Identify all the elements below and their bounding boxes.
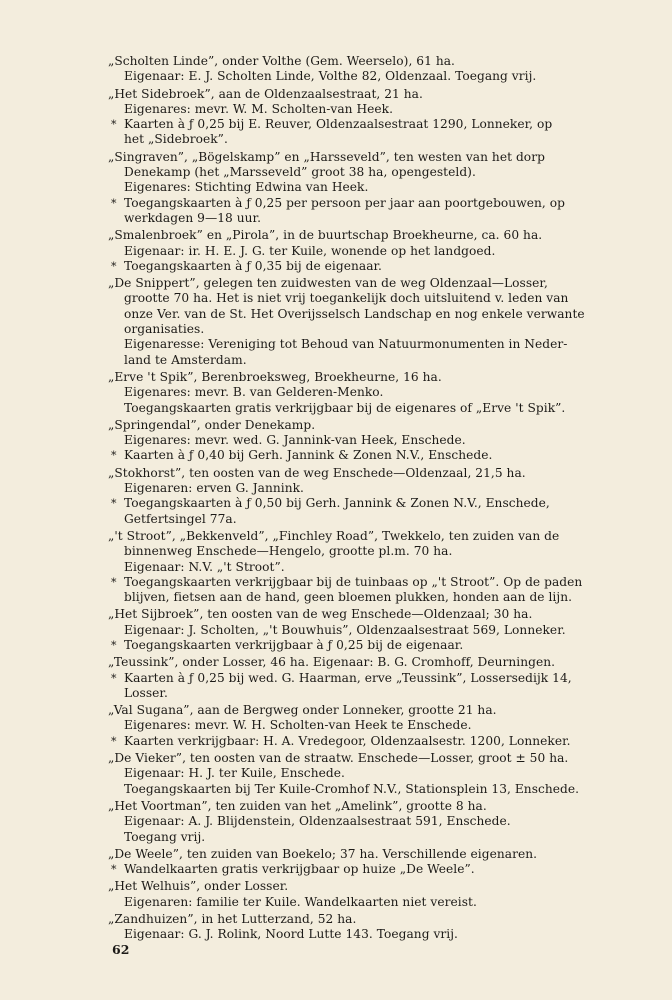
entry-line-text: Kaarten à ƒ 0,25 bij E. Reuver, Oldenzaalsestraat 1290, Lonneker, op	[124, 117, 553, 132]
entry-line-text: Getfertsingel 77a.	[124, 511, 237, 526]
entry-line-text: „De Snippert”, gelegen ten zuidwesten van de weg Oldenzaal—Losser,	[108, 276, 548, 291]
entry-line	[108, 512, 632, 527]
entry-line-text: „Het Sidebroek”, aan de Oldenzaalsestraat, 21 ha.	[108, 86, 423, 101]
entry-line-text: Toegangskaarten bij Ter Kuile-Cromhof N.V., Stationsplein 13, Enschede.	[124, 781, 580, 796]
asterisk-marker-icon: *	[111, 118, 117, 132]
entry-line-text: Toegangskaarten gratis verkrijgbaar bij de eigenares of „Erve 't Spik”.	[124, 400, 566, 415]
entry-line	[108, 307, 632, 322]
entry-line	[108, 607, 632, 622]
entry-line-text: Toegangskaarten à ƒ 0,35 bij de eigenaar.	[124, 258, 382, 273]
estate-entry	[108, 466, 632, 527]
entry-line-text: Eigenaren: familie ter Kuile. Wandelkaarten niet vereist.	[124, 894, 477, 909]
entry-line	[108, 211, 632, 226]
entry-line-text: Eigenaar: H. J. ter Kuile, Enschede.	[124, 766, 345, 781]
entry-line-text: Eigenaar: J. Scholten, „'t Bouwhuis”, Oldenzaalsestraat 569, Lonneker.	[124, 622, 566, 637]
entry-line-text: Eigenaresse: Vereniging tot Behoud van Natuurmonumenten in Neder-	[124, 337, 568, 352]
entry-line-text: Kaarten verkrijgbaar: H. A. Vredegoor, Oldenzaalsestr. 1200, Lonneker.	[124, 733, 571, 748]
entry-line-text: Eigenaar: A. J. Blijdenstein, Oldenzaalsestraat 591, Enschede.	[124, 814, 511, 829]
entry-line-text: binnenweg Enschede—Hengelo, grootte pl.m. 70 ha.	[124, 544, 453, 559]
entry-line-text: blijven, fietsen aan de hand, geen bloemen plukken, honden aan de lijn.	[124, 590, 573, 605]
entry-line-text: Wandelkaarten gratis verkrijgbaar op huize „De Weele”.	[124, 862, 475, 877]
entry-line-text: grootte 70 ha. Het is niet vrij toegankelijk doch uitsluitend v. leden van	[124, 291, 569, 306]
entry-line-text: „Singraven”, „Bögelskamp” en „Harsseveld”, ten westen van het dorp	[108, 149, 545, 164]
entry-line	[108, 132, 632, 147]
entry-line-text: land te Amsterdam.	[124, 352, 247, 367]
entry-line	[108, 927, 632, 942]
asterisk-marker-icon: *	[111, 671, 117, 685]
entry-line	[108, 180, 632, 195]
entry-line	[108, 54, 632, 69]
estate-entry	[108, 228, 632, 274]
entry-line	[108, 560, 632, 575]
entry-line	[108, 799, 632, 814]
entry-line	[108, 766, 632, 781]
entry-line	[108, 895, 632, 910]
asterisk-marker-icon: *	[111, 259, 117, 273]
entry-line-text: „Het Welhuis”, onder Losser.	[108, 879, 289, 894]
entry-line	[108, 117, 632, 132]
entry-line	[108, 196, 632, 211]
entry-line-text: Eigenaar: ir. H. E. J. G. ter Kuile, wonende op het landgoed.	[124, 243, 496, 258]
asterisk-marker-icon: *	[111, 196, 117, 210]
estate-entry	[108, 370, 632, 416]
entry-line	[108, 448, 632, 463]
entry-line-text: Toegangskaarten à ƒ 0,50 bij Gerh. Jannink & Zonen N.V., Enschede,	[124, 496, 550, 511]
entry-line	[108, 481, 632, 496]
asterisk-marker-icon: *	[111, 734, 117, 748]
entry-line	[108, 102, 632, 117]
asterisk-marker-icon: *	[111, 575, 117, 589]
estate-entry	[108, 529, 632, 605]
entry-line	[108, 734, 632, 749]
entry-line	[108, 590, 632, 605]
entry-line	[108, 69, 632, 84]
estate-entry	[108, 703, 632, 749]
entry-line-text: Eigenares: mevr. wed. G. Jannink-van Heek, Enschede.	[124, 433, 466, 448]
entry-line	[108, 150, 632, 165]
estate-entry	[108, 276, 632, 368]
entry-line-text: Eigenares: mevr. W. M. Scholten-van Heek.	[124, 101, 394, 116]
entry-line-text: „'t Stroot”, „Bekkenveld”, „Finchley Road”, Twekkelo, ten zuiden van de	[108, 528, 560, 543]
entry-line-text: „Het Voortman”, ten zuiden van het „Amelink”, grootte 8 ha.	[108, 798, 487, 813]
entry-line	[108, 718, 632, 733]
entry-line-text: „Teussink”, onder Losser, 46 ha. Eigenaar: B. G. Cromhoff, Deurningen.	[108, 655, 556, 670]
asterisk-marker-icon: *	[111, 638, 117, 652]
entry-line-text: Toegang vrij.	[124, 829, 206, 844]
entry-line	[108, 544, 632, 559]
entry-line-text: Eigenaar: E. J. Scholten Linde, Volthe 82, Oldenzaal. Toegang vrij.	[124, 69, 537, 84]
entry-line-text: Losser.	[124, 685, 168, 700]
entry-line-text: Denekamp (het „Marsseveld” groot 38 ha, opengesteld).	[124, 165, 476, 180]
entry-line	[108, 337, 632, 352]
estate-entry	[108, 607, 632, 653]
entry-line	[108, 814, 632, 829]
entry-line-text: Eigenaren: erven G. Jannink.	[124, 481, 304, 496]
estate-entry	[108, 879, 632, 910]
entry-line	[108, 244, 632, 259]
estate-entry	[108, 751, 632, 797]
asterisk-marker-icon: *	[111, 497, 117, 511]
estate-entry	[108, 912, 632, 943]
entry-line-text: Kaarten à ƒ 0,25 bij wed. G. Haarman, erve „Teussink”, Lossersedijk 14,	[124, 670, 572, 685]
entry-line-text: „Springendal”, onder Denekamp.	[108, 417, 316, 432]
entry-line	[108, 703, 632, 718]
entry-line-text: Toegangskaarten à ƒ 0,25 per persoon per jaar aan poortgebouwen, op	[124, 195, 565, 210]
entry-line	[108, 259, 632, 274]
entry-line	[108, 165, 632, 180]
entry-line-text: „Stokhorst”, ten oosten van de weg Enschede—Oldenzaal, 21,5 ha.	[108, 465, 526, 480]
asterisk-marker-icon: *	[111, 863, 117, 877]
entry-line	[108, 401, 632, 416]
entry-line-text: Toegangskaarten verkrijgbaar bij de tuinbaas op „'t Stroot”. Op de paden	[124, 574, 583, 589]
entry-line-text: „Scholten Linde”, onder Volthe (Gem. Weerselo), 61 ha.	[108, 54, 455, 68]
entry-line-text: Kaarten à ƒ 0,40 bij Gerh. Jannink & Zonen N.V., Enschede.	[124, 448, 493, 463]
estate-entry	[108, 847, 632, 878]
entry-line-text: „De Vieker”, ten oosten van de straatw. Enschede—Losser, groot ± 50 ha.	[108, 751, 569, 766]
entry-line	[108, 879, 632, 894]
entry-line-text: onze Ver. van de St. Het Overijsselsch Landschap en nog enkele verwante	[124, 306, 585, 321]
entry-line	[108, 575, 632, 590]
entry-line-text: „De Weele”, ten zuiden van Boekelo; 37 ha. Verschillende eigenaren.	[108, 846, 538, 861]
entry-line-text: Eigenaar: G. J. Rolink, Noord Lutte 143. Toegang vrij.	[124, 927, 458, 942]
entry-line	[108, 671, 632, 686]
entry-line-text: Eigenares: mevr. W. H. Scholten-van Heek te Enschede.	[124, 718, 472, 733]
estate-entry	[108, 655, 632, 701]
entry-line	[108, 433, 632, 448]
estate-entry	[108, 418, 632, 464]
entry-line	[108, 418, 632, 433]
entry-line	[108, 529, 632, 544]
entry-line-text: Eigenares: mevr. B. van Gelderen-Menko.	[124, 385, 384, 400]
entry-line-text: organisaties.	[124, 322, 205, 337]
entry-line	[108, 686, 632, 701]
entry-line-text: werkdagen 9—18 uur.	[124, 210, 261, 225]
entry-line	[108, 623, 632, 638]
entry-line-text: „Erve 't Spik”, Berenbroeksweg, Broekheurne, 16 ha.	[108, 369, 442, 384]
entry-line	[108, 370, 632, 385]
entry-line-text: Eigenaar: N.V. „'t Stroot”.	[124, 559, 285, 574]
estate-entry	[108, 799, 632, 845]
entry-line	[108, 466, 632, 481]
entry-line-text: „Zandhuizen”, in het Lutterzand, 52 ha.	[108, 912, 357, 927]
entry-line	[108, 830, 632, 845]
entry-line	[108, 291, 632, 306]
entry-line	[108, 751, 632, 766]
entry-line-text: Toegangskaarten verkrijgbaar à ƒ 0,25 bij de eigenaar.	[124, 637, 464, 652]
entry-line	[108, 862, 632, 877]
entry-line-text: „Smalenbroek” en „Pirola”, in de buurtschap Broekheurne, ca. 60 ha.	[108, 228, 543, 243]
entry-line	[108, 655, 632, 670]
entry-line	[108, 638, 632, 653]
entry-line-text: het „Sidebroek”.	[124, 132, 228, 147]
entry-line	[108, 496, 632, 511]
estate-entry	[108, 54, 632, 85]
estate-entries-list	[108, 54, 632, 945]
estate-entry	[108, 87, 632, 148]
page-number: 62	[112, 942, 130, 957]
entry-line-text: „Het Sijbroek”, ten oosten van de weg Enschede—Oldenzaal; 30 ha.	[108, 607, 533, 622]
entry-line-text: „Val Sugana”, aan de Bergweg onder Lonneker, grootte 21 ha.	[108, 703, 497, 718]
estate-entry	[108, 150, 632, 226]
entry-line	[108, 847, 632, 862]
entry-line-text: Eigenares: Stichting Edwina van Heek.	[124, 180, 369, 195]
entry-line	[108, 912, 632, 927]
entry-line	[108, 322, 632, 337]
entry-line	[108, 276, 632, 291]
entry-line	[108, 87, 632, 102]
entry-line	[108, 385, 632, 400]
asterisk-marker-icon: *	[111, 449, 117, 463]
entry-line	[108, 782, 632, 797]
entry-line	[108, 353, 632, 368]
entry-line	[108, 228, 632, 243]
